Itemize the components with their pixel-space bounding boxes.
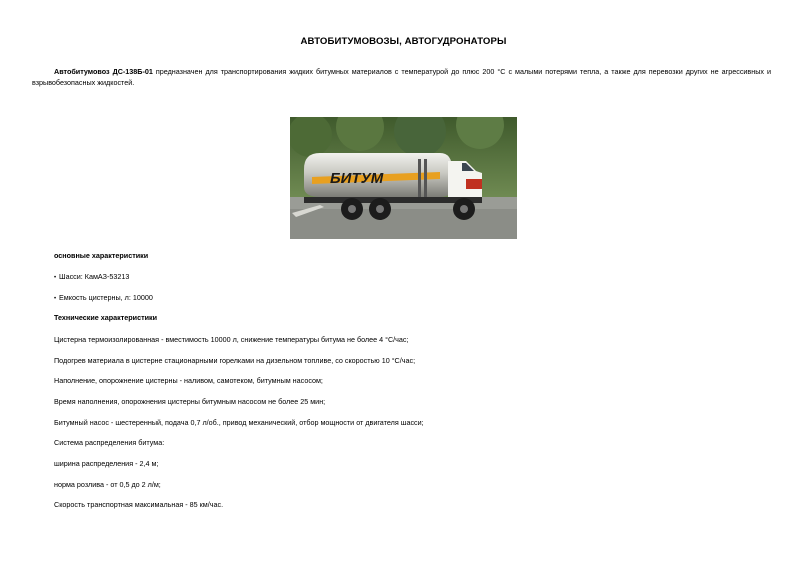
- basic-characteristics-heading: основные характеристики: [54, 251, 149, 260]
- product-name: Автобитумовоз ДС-138Б-01: [54, 67, 153, 76]
- tech-line: Наполнение, опорожнение цистерны - наливом, самотеком, битумным насосом;: [54, 376, 323, 385]
- tech-line: ширина распределения - 2,4 м;: [54, 459, 159, 468]
- list-item: [54, 272, 129, 281]
- tech-line: Битумный насос - шестеренный, подача 0,7 л/об., привод механический, отбор мощности от двигателя шасси;: [54, 418, 424, 427]
- tech-characteristics-heading: Технические характеристики: [54, 313, 158, 322]
- tech-line: Система распределения битума:: [54, 438, 165, 447]
- bullet-icon: •: [54, 275, 57, 281]
- bullet-icon: •: [54, 296, 57, 302]
- list-item: [54, 293, 153, 302]
- truck-photo-illustration: [290, 117, 517, 239]
- tech-line: Цистерна термоизолированная - вместимость 10000 л, снижение температуры битума не более 4 °С/час;: [54, 335, 409, 344]
- bullet-text: Емкость цистерны, л: 10000: [59, 293, 153, 302]
- tech-line: Подогрев материала в цистерне стационарными горелками на дизельном топливе, со скоростью 10 °С/час;: [54, 356, 416, 365]
- tech-line: норма розлива - от 0,5 до 2 л/м;: [54, 480, 161, 489]
- tank-lettering: БИТУМ: [330, 170, 384, 187]
- bullet-text: Шасси: КамАЗ-53213: [59, 272, 130, 281]
- tech-line: Время наполнения, опорожнения цистерны битумным насосом не более 25 мин;: [54, 397, 326, 406]
- intro-description: предназначен для транспортирования жидких битумных материалов с температурой до плюс 200 °С с малыми потерями тепла, а также для перевозки других не агрессивных и взрывобезопасных жидкостей.: [32, 67, 771, 87]
- intro-paragraph: [32, 66, 771, 88]
- truck-photo: [290, 117, 517, 239]
- tech-line: Скорость транспортная максимальная - 85 км/час.: [54, 500, 224, 509]
- page-title: АВТОБИТУМОВОЗЫ, АВТОГУДРОНАТОРЫ: [300, 36, 507, 47]
